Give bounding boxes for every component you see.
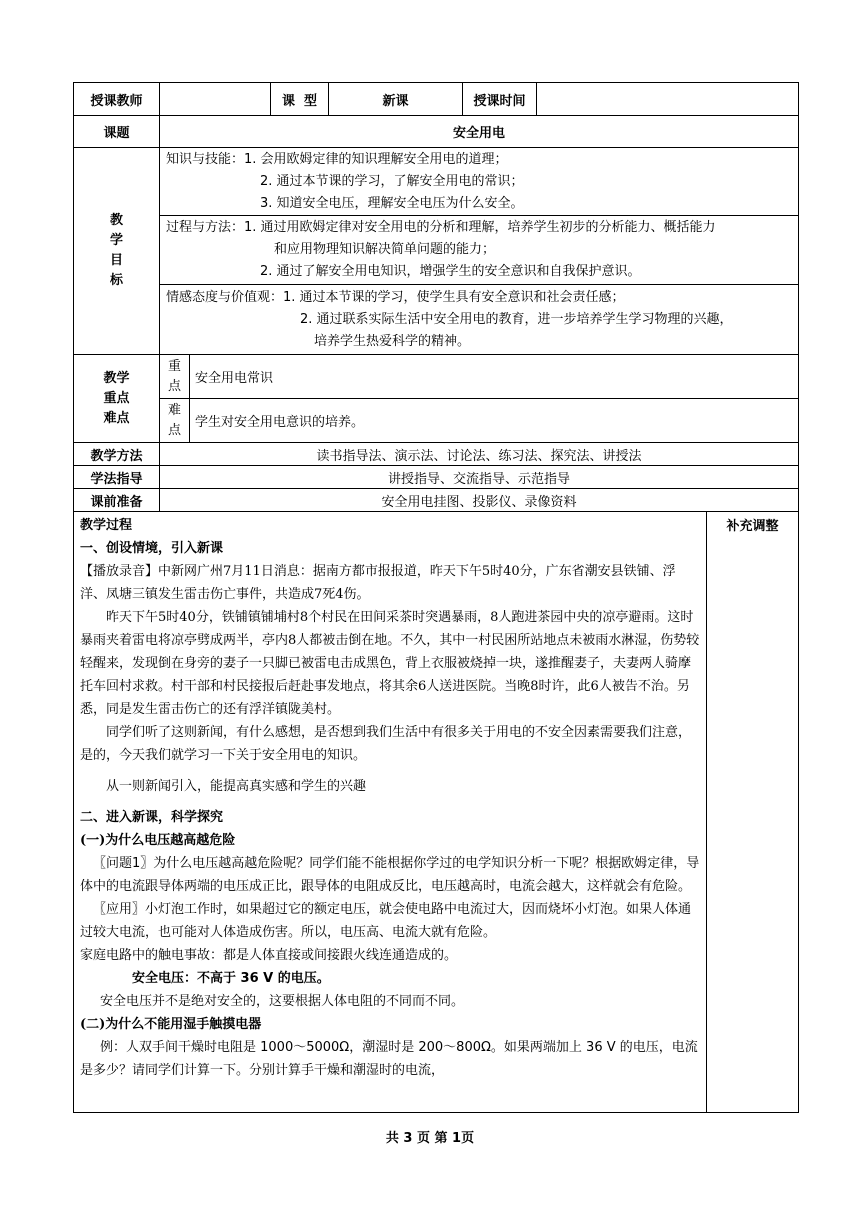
methods-value: 读书指导法、演示法、讨论法、练习法、探究法、讲授法 (160, 443, 799, 466)
key-points-label-line: 难点 (103, 410, 130, 426)
topic-label: 课题 (74, 116, 160, 148)
section-title: 二、进入新课，科学探究 (80, 810, 224, 825)
type-label: 课 型 (271, 83, 329, 116)
body-paragraph: 家庭电路中的触电事故：都是人体直接或间接跟火线连通造成的。 (80, 948, 458, 963)
process-row (74, 512, 799, 1113)
body-paragraph: 同学们听了这则新闻，有什么感想，是否想到我们生活中有很多关于用电的不安全因素需要我们注意，是的，今天我们就学习一下关于安全用电的知识。 (80, 725, 692, 763)
objectives-label (74, 148, 160, 355)
body-paragraph: 例：人双手间干燥时电阻是 1000～5000Ω，潮湿时是 200～800Ω。如果两端加上 36 V 的电压，电流是多少？请同学们计算一下。分别计算手干燥和潮湿时的电流， (80, 1040, 698, 1078)
objectives-label-char: 教 (109, 213, 123, 228)
time-label: 授课时间 (463, 83, 537, 116)
supplement-label: 补充调整 (707, 512, 799, 1113)
page-footer: 共 3 页 第 1页 (385, 1131, 475, 1146)
guidance-label: 学法指导 (74, 466, 160, 489)
process-content (74, 512, 707, 1113)
process-objectives (160, 216, 799, 285)
key-points-label-line: 重点 (103, 390, 130, 406)
teacher-value (160, 83, 271, 116)
knowledge-line: 3. 知道安全电压，理解安全电压为什么安全。 (260, 195, 524, 211)
teacher-label: 授课教师 (74, 83, 160, 116)
key-label (160, 355, 190, 399)
knowledge-objectives (160, 148, 799, 216)
topic-row (74, 116, 799, 148)
process-line: 和应用物理知识解决简单问题的能力； (274, 242, 496, 257)
process-label: 教学过程 (80, 518, 133, 533)
lesson-plan-table (73, 82, 799, 1113)
objective-knowledge-row (74, 148, 799, 216)
body-paragraph: 〖应用〗小灯泡工作时，如果超过它的额定电压，就会使电路中电流过大，因而烧坏小灯泡。如果人体通过较大电流，也可能对人体造成伤害。所以，电压高、电流大就有危险。 (80, 902, 692, 940)
objective-attitude-row (74, 285, 799, 355)
objectives-label-char: 目 (109, 253, 123, 268)
section-title: 一、创设情境，引入新课 (80, 541, 224, 556)
attitude-objectives (160, 285, 799, 355)
topic-value: 安全用电 (160, 116, 799, 148)
key-value: 安全用电常识 (190, 355, 799, 399)
process-line: 过程与方法：1. 通过用欧姆定律对安全用电的分析和理解，培养学生初步的分析能力、概括能力 (166, 220, 716, 235)
body-paragraph: 安全电压并不是绝对安全的，这要根据人体电阻的不同而不同。 (100, 994, 465, 1009)
subsection-title: (一)为什么电压越高越危险 (80, 833, 236, 848)
body-paragraph: 〖问题1〗为什么电压越高越危险呢？同学们能不能根据你学过的电学知识分析一下呢？根据欧姆定律，导体中的电流跟导体两端的电压成正比，跟导体的电阻成反比，电压越高时，电流会越大，这样就会有危险。 (80, 856, 700, 894)
key-label-char: 重 (167, 358, 181, 374)
difficult-label-char: 点 (167, 422, 181, 438)
key-points-label-line: 教学 (103, 370, 130, 386)
news-paragraph: 【播放录音】中新网广州7月11日消息：据南方都市报报道，昨天下午5时40分，广东省潮安县铁铺、浮洋、凤塘三镇发生雷击伤亡事件，共造成7死4伤。 (80, 564, 676, 602)
key-points-label (74, 355, 160, 443)
prep-row (74, 489, 799, 512)
knowledge-line: 2. 通过本节课的学习，了解安全用电的常识； (260, 173, 524, 189)
attitude-line: 情感态度与价值观：1. 通过本节课的学习，使学生具有安全意识和社会责任感； (166, 289, 625, 305)
key-label-char: 点 (167, 378, 181, 394)
process-line: 2. 通过了解安全用电知识，增强学生的安全意识和自我保护意识。 (260, 264, 641, 279)
difficult-value: 学生对安全用电意识的培养。 (190, 399, 799, 443)
methods-row (74, 443, 799, 466)
lesson-plan-page (73, 82, 798, 1113)
prep-label: 课前准备 (74, 489, 160, 512)
difficult-point-row (74, 399, 799, 443)
methods-label: 教学方法 (74, 443, 160, 466)
header-row (74, 83, 799, 116)
objectives-label-char: 标 (109, 273, 123, 288)
time-value (537, 83, 799, 116)
difficult-label (160, 399, 190, 443)
objective-process-row (74, 216, 799, 285)
attitude-line: 培养学生热爱科学的精神。 (314, 333, 471, 349)
guidance-row (74, 466, 799, 489)
prep-value: 安全用电挂图、投影仪、录像资料 (160, 489, 799, 512)
difficult-label-char: 难 (167, 402, 181, 418)
guidance-value: 讲授指导、交流指导、示范指导 (160, 466, 799, 489)
attitude-line: 2. 通过联系实际生活中安全用电的教育，进一步培养学生学习物理的兴趣， (300, 311, 733, 327)
safe-voltage-statement: 安全电压：不高于 36 V 的电压。 (132, 971, 330, 986)
news-paragraph: 昨天下午5时40分，铁铺镇铺埔村8个村民在田间采茶时突遇暴雨，8人跑进茶园中央的凉亭避雨。这时暴雨夹着雷电将凉亭劈成两半，亭内8人都被击倒在地。不久，其中一村民困所站地点未被雨水淋湿，伤势较轻醒来，发现倒在身旁的妻子一只脚已被雷电击成黑色，背上衣服被烧掉一块，遂推醒妻子，夫妻两人骑摩托车回村求救。村干部和村民接报后赶赴事发地点，将其余6人送进医院。当晚8时许，此6人被告不治。另悉，同是发生雷击伤亡的还有浮洋镇陇美村。 (80, 610, 700, 717)
knowledge-line: 知识与技能：1. 会用欧姆定律的知识理解安全用电的道理； (166, 151, 508, 167)
subsection-title: (二)为什么不能用湿手触摸电器 (80, 1017, 262, 1032)
objectives-label-char: 学 (109, 233, 123, 248)
type-value: 新课 (329, 83, 463, 116)
key-point-row (74, 355, 799, 399)
body-paragraph: 从一则新闻引入，能提高真实感和学生的兴趣 (106, 779, 367, 794)
